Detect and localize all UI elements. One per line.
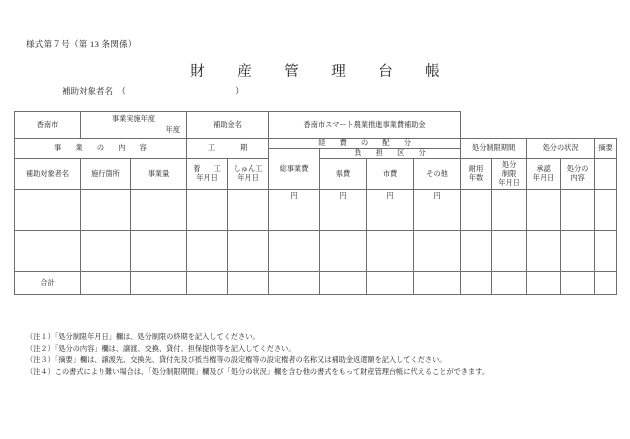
header-business-content: 事 業 の 内 容: [15, 139, 187, 159]
cell-completion-date-2[interactable]: [228, 231, 269, 272]
cell-recipient-name-1[interactable]: [15, 190, 81, 231]
header-approval-date-line1: 承認: [536, 165, 551, 173]
header-restriction-date-line3: 年月日: [498, 178, 520, 187]
header-start-date-line2: 年月日: [196, 174, 218, 182]
header-burden-classification: 負 担 区 分: [320, 149, 461, 159]
header-construction-period: 工 期: [187, 139, 269, 159]
footnote-1: （注１）「処分制限年月日」欄は、処分制限の終期を記入してください。: [26, 333, 260, 341]
table-row-entry-2: [15, 231, 617, 272]
header-useful-life-line2: 年数: [468, 174, 484, 182]
header-city-expense: 市費: [367, 159, 414, 190]
cell-start-date-2[interactable]: [187, 231, 228, 272]
cell-business-volume-2[interactable]: [131, 231, 187, 272]
header-restriction-date-line2: 制限: [501, 169, 517, 178]
header-business-volume: 事業量: [131, 159, 187, 190]
header-expense-allocation: 経 費 の 配 分: [269, 139, 461, 149]
cell-start-date-1[interactable]: [187, 190, 228, 231]
header-disposal-status: 処分の状況: [527, 139, 595, 159]
table-row-header-1: [15, 139, 617, 149]
cell-city: 香南市: [15, 112, 81, 139]
cell-disposal-content-1[interactable]: [561, 190, 595, 231]
cell-total-city-expense[interactable]: [367, 272, 414, 295]
cell-useful-life-1[interactable]: [461, 190, 492, 231]
page-title: 財 産 管 理 台 帳: [190, 64, 449, 80]
cell-subsidy-name-label: 補助金名: [187, 112, 269, 139]
footnote-4: （注４）この書式により難い場合は、「処分制限期間」欄及び「処分の状況」欄を含む他の書式をもって財産管理台帳に代えることができます。: [26, 367, 490, 376]
header-work-location: 施行箇所: [81, 159, 131, 190]
cell-other-expense-2[interactable]: [414, 231, 461, 272]
table-row-entry-1: [15, 190, 617, 231]
cell-remarks-1[interactable]: [595, 190, 617, 231]
header-useful-life: [461, 159, 492, 190]
footnote-2: （注２）「処分の内容」欄は、譲渡、交換、貸付、担保提供等を記入してください。: [26, 344, 296, 353]
cell-useful-life-2[interactable]: [461, 231, 492, 272]
cell-completion-date-1[interactable]: [228, 190, 269, 231]
header-remarks-spacer: [595, 159, 617, 190]
form-code: 様式第７号（第 13 条関係）: [26, 39, 137, 49]
cell-recipient-name-2[interactable]: [15, 231, 81, 272]
header-disposal-content: [561, 159, 595, 190]
fiscal-year-label: 事業実施年度: [111, 115, 156, 123]
cell-city-expense-1[interactable]: 円: [367, 190, 414, 231]
cell-total-completion-date[interactable]: [228, 272, 269, 295]
cell-total-work-location[interactable]: [81, 272, 131, 295]
header-completion-date: [228, 159, 269, 190]
cell-total-project-cost-1[interactable]: 円: [269, 190, 320, 231]
header-restriction-date-line1: 処分: [501, 160, 517, 169]
cell-total-project-cost-2[interactable]: [269, 231, 320, 272]
cell-total-prefecture-expense[interactable]: [320, 272, 367, 295]
cell-info-spacer: [461, 112, 617, 139]
cell-total-other-expense[interactable]: [414, 272, 461, 295]
fiscal-year-unit: 年度: [165, 126, 181, 134]
header-disposal-content-line1: 処分の: [566, 165, 589, 173]
cell-other-expense-1[interactable]: 円: [414, 190, 461, 231]
cell-restriction-date-1[interactable]: [492, 190, 527, 231]
header-start-date: [187, 159, 228, 190]
cell-city-expense-2[interactable]: [367, 231, 414, 272]
header-approval-date: [527, 159, 561, 190]
property-ledger-table: [14, 111, 617, 295]
recipient-name-close-paren: ）: [235, 86, 244, 96]
header-start-date-line1: 着 工: [193, 165, 224, 173]
header-prefecture-expense: 県費: [320, 159, 367, 190]
cell-total-useful-life[interactable]: [461, 272, 492, 295]
cell-fiscal-year: [81, 112, 187, 139]
cell-remarks-2[interactable]: [595, 231, 617, 272]
header-disposal-content-line2: 内容: [570, 174, 585, 182]
cell-business-volume-1[interactable]: [131, 190, 187, 231]
cell-work-location-2[interactable]: [81, 231, 131, 272]
header-remarks: 摘要: [595, 139, 617, 159]
cell-prefecture-expense-2[interactable]: [320, 231, 367, 272]
header-recipient-name: 補助対象者名: [15, 159, 81, 190]
table-row-info: [15, 112, 617, 139]
header-restriction-date: [492, 159, 527, 190]
cell-approval-date-2[interactable]: [527, 231, 561, 272]
cell-disposal-content-2[interactable]: [561, 231, 595, 272]
cell-total-project-cost[interactable]: [269, 272, 320, 295]
cell-restriction-date-2[interactable]: [492, 231, 527, 272]
cell-total-business-volume[interactable]: [131, 272, 187, 295]
cell-work-location-1[interactable]: [81, 190, 131, 231]
table-row-total: [15, 272, 617, 295]
cell-total-start-date[interactable]: [187, 272, 228, 295]
cell-total-disposal-content[interactable]: [561, 272, 595, 295]
cell-subsidy-name-value: 香南市スマート農業推進事業費補助金: [269, 112, 461, 139]
cell-total-remarks[interactable]: [595, 272, 617, 295]
header-approval-date-line2: 年月日: [532, 174, 555, 182]
header-completion-date-line2: 年月日: [237, 174, 259, 182]
cell-approval-date-1[interactable]: [527, 190, 561, 231]
recipient-name-label: 補助対象者名 （: [62, 86, 126, 96]
cell-total-approval-date[interactable]: [527, 272, 561, 295]
header-completion-date-line1: しゅん工: [233, 165, 263, 173]
cell-total-label: 合計: [15, 272, 81, 295]
header-useful-life-line1: 耐用: [468, 165, 484, 173]
cell-prefecture-expense-1[interactable]: 円: [320, 190, 367, 231]
header-other-expense: その他: [414, 159, 461, 190]
header-total-project-cost: 総事業費: [269, 149, 320, 190]
header-disposal-restriction-period: 処分制限期間: [461, 139, 527, 159]
cell-total-restriction-date[interactable]: [492, 272, 527, 295]
recipient-name-line: [62, 85, 244, 97]
footnotes: [26, 332, 489, 379]
footnote-3: （注３）「摘要」欄は、譲渡先、交換先、貸付先及び抵当権等の設定権等の設定権者の名称又は補助金返還額を記入してください。: [26, 356, 447, 365]
